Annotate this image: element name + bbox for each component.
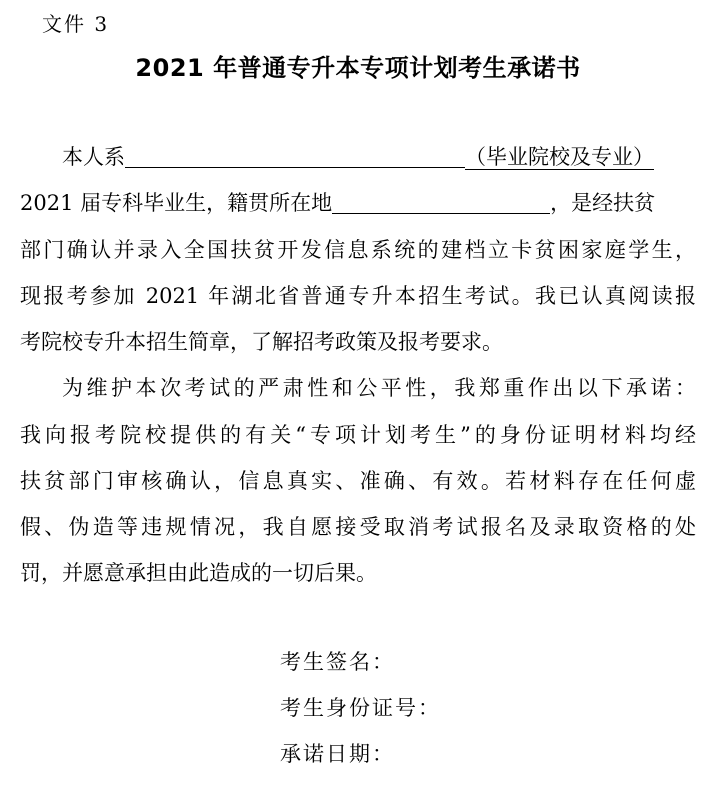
para2-line2: 我向报考院校提供的有关“专项计划考生”的身份证明材料均经 xyxy=(20,423,696,447)
para1-line1-prefix: 本人系 xyxy=(62,145,125,169)
para1-line2-prefix: 2021 届专科毕业生，籍贯所在地 xyxy=(20,191,333,215)
para1-line4: 现报考参加 2021 年湖北省普通专升本招生考试。我已认真阅读报 xyxy=(20,284,696,308)
signature-id-label: 考生身份证号： xyxy=(280,696,441,720)
para1-line2-suffix: ，是经扶贫 xyxy=(550,191,656,215)
para2-line5: 罚，并愿意承担由此造成的一切后果。 xyxy=(20,561,377,585)
document-title: 2021 年普通专升本专项计划考生承诺书 xyxy=(135,54,581,82)
para1-line3: 部门确认并录入全国扶贫开发信息系统的建档立卡贫困家庭学生， xyxy=(20,238,696,262)
para1-line1-suffix: （毕业院校及专业） xyxy=(465,145,654,169)
hometown-blank xyxy=(332,186,550,214)
para2-line4: 假、伪造等违规情况，我自愿接受取消考试报名及录取资格的处 xyxy=(20,515,696,539)
document-label: 文件 3 xyxy=(42,12,110,36)
para1-line2 xyxy=(20,186,696,220)
para2-line3: 扶贫部门审核确认，信息真实、准确、有效。若材料存在任何虚 xyxy=(20,469,696,493)
para1-line1 xyxy=(62,140,696,174)
school-major-blank xyxy=(125,140,465,168)
para1-line5: 考院校专升本招生简章，了解招考政策及报考要求。 xyxy=(20,330,503,354)
para2-line1: 为维护本次考试的严肃性和公平性，我郑重作出以下承诺： xyxy=(62,376,696,400)
signature-name-label: 考生签名： xyxy=(280,650,395,674)
signature-date-label: 承诺日期： xyxy=(280,742,395,766)
